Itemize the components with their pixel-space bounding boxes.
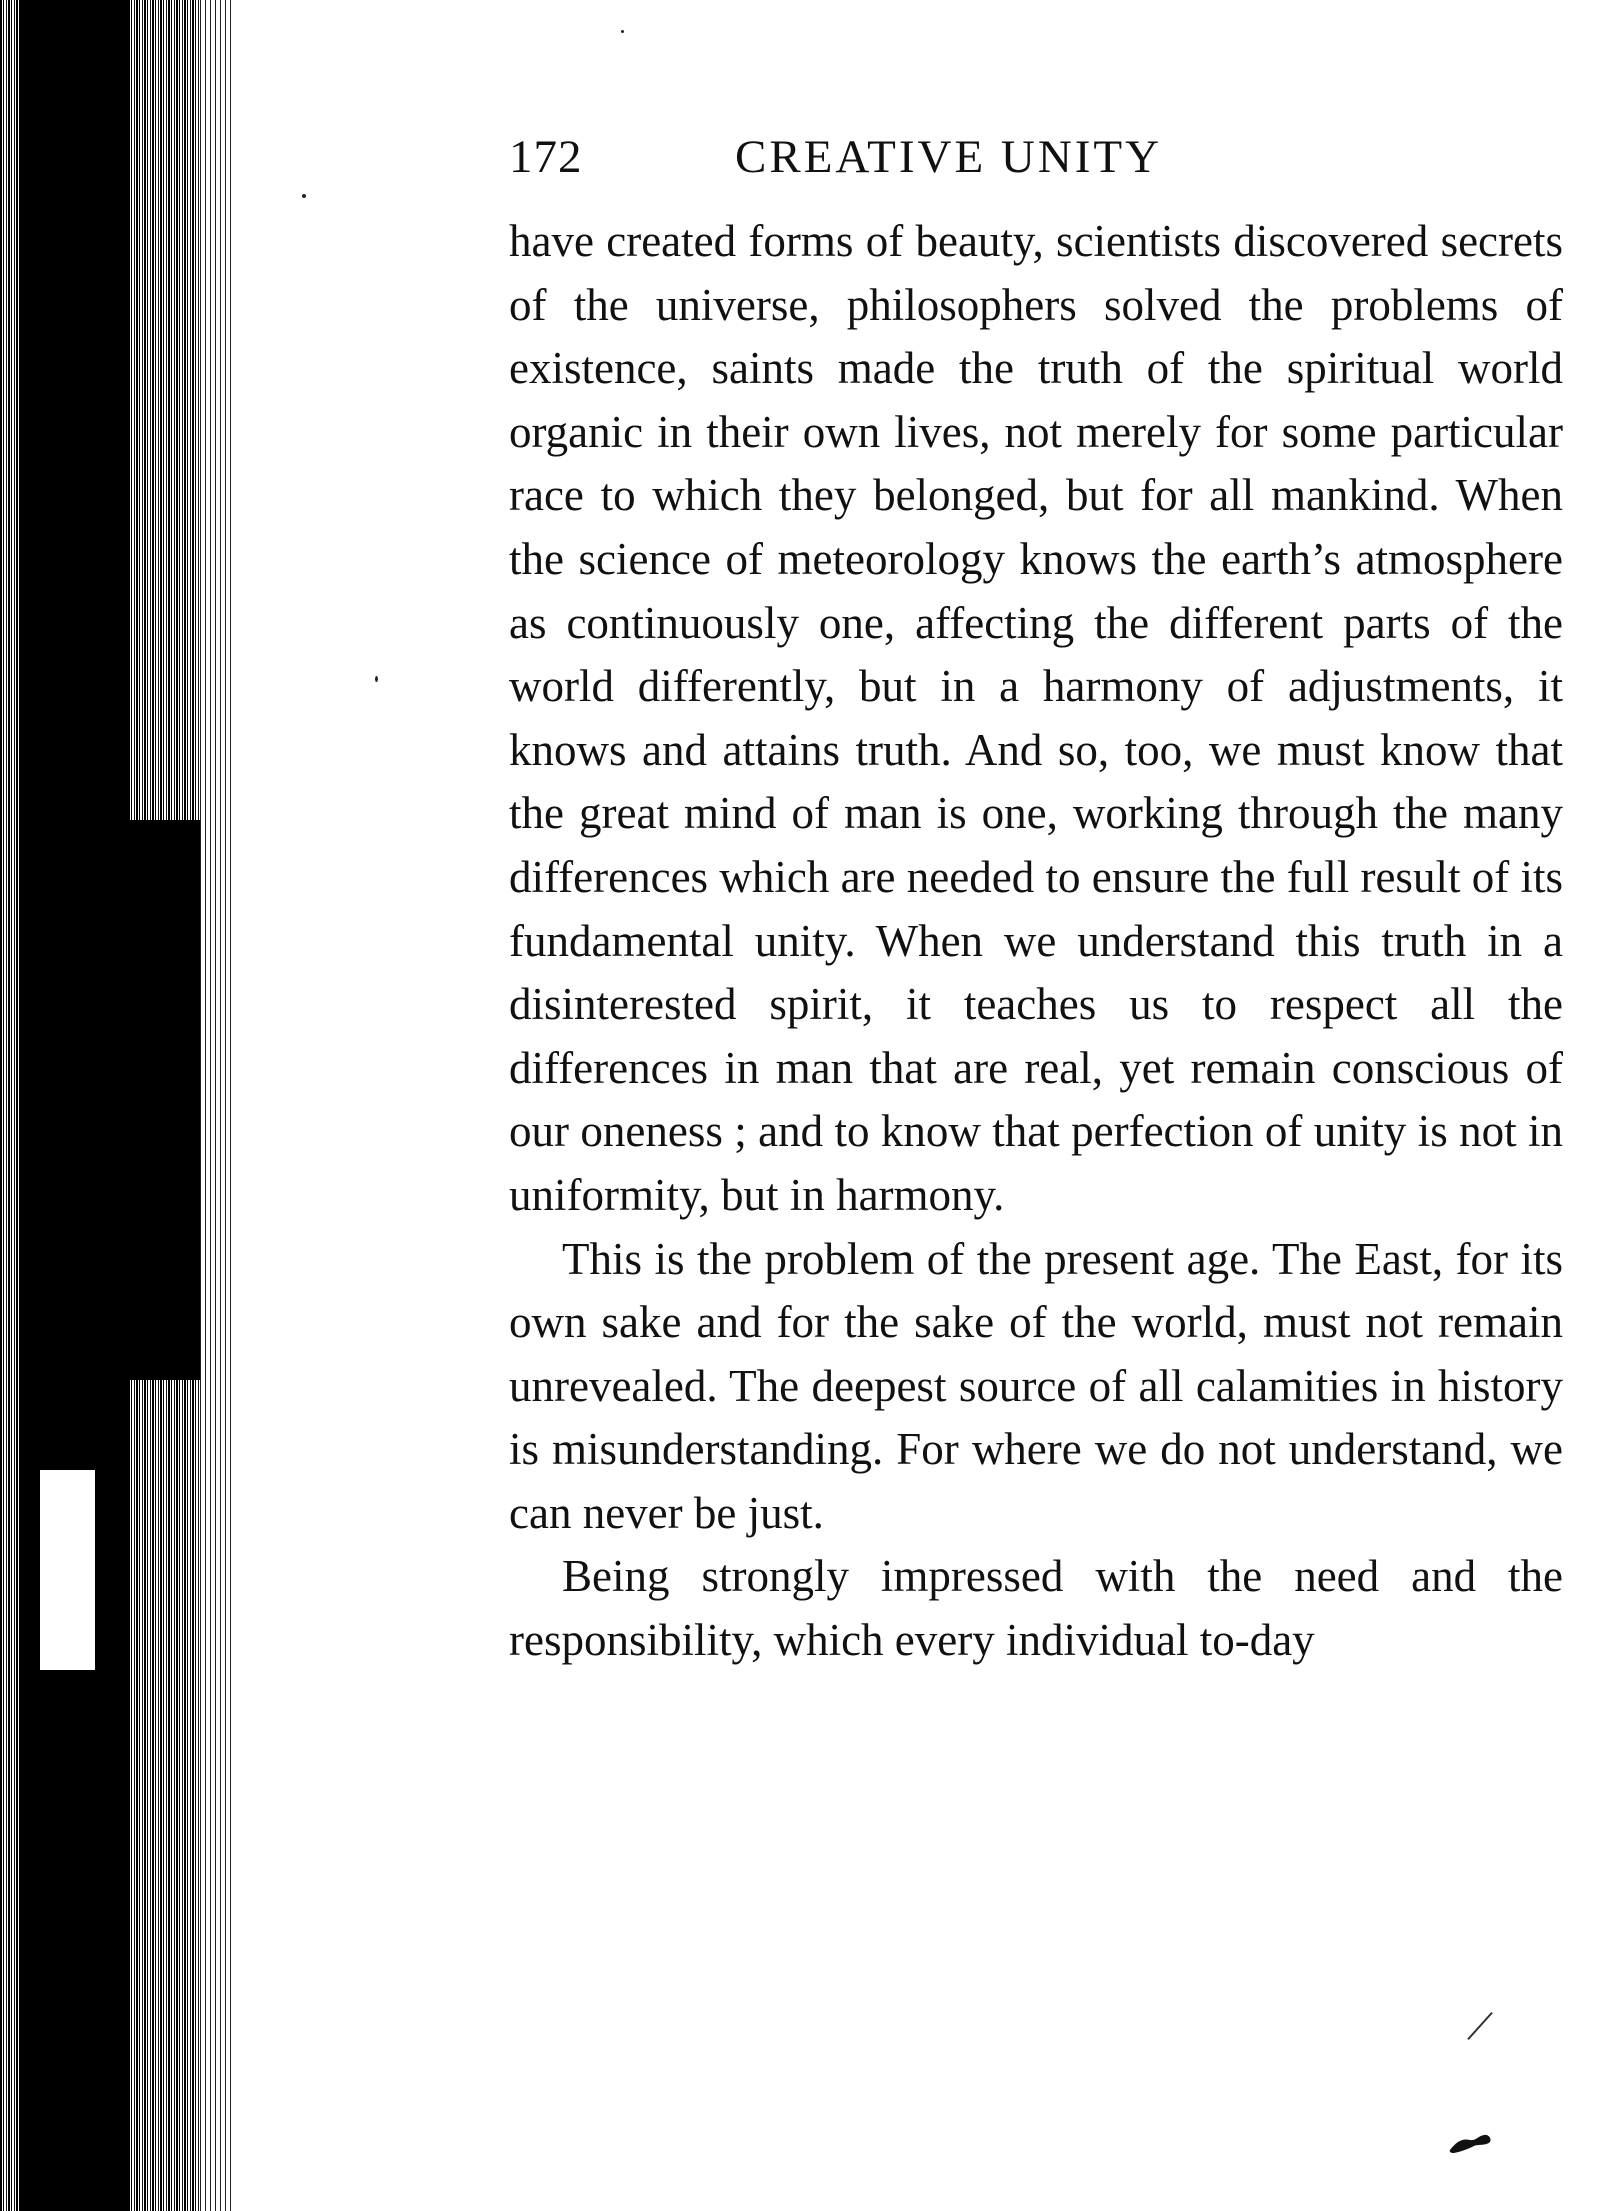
paragraph-continued: have created forms of beauty, scientists discovered secrets of the universe, philosophers solved the problems of existence, saints made the truth of the spiritual world organic in their own lives, not merely for some particular race to which they belonged, but for all mankind. When the science of meteorology knows the earth’s atmosphere as continuously one, affecting the different parts of the world differently, but in a harmony of adjustments, it knows and attains truth. And so, too, we must know that the great mind of man is one, working through the many differences which are needed to ensure the full result of its fundamental unity. When we understand this truth in a disinterested spirit, it teaches us to respect all the differences in man that are real, yet remain conscious of our oneness ; and to know that perfection of unity is not in uniformity, but in harmony. xyxy=(509,216,1563,1220)
binding-light-gap xyxy=(40,1470,95,1670)
paragraph-responsibility: Being strongly impressed with the need and the responsibility, which every individual to-day xyxy=(509,1551,1563,1666)
binding-shadow xyxy=(20,0,130,2211)
scan-speck xyxy=(375,676,378,682)
paragraph-present-age: This is the problem of the present age. The East, for its own sake and for the sake of the world, must not remain unrevealed. The deepest source of all calamities in history is misunderstanding. For where we do not understand, we can never be just. xyxy=(509,1233,1563,1538)
binding-fade-lines xyxy=(200,0,235,2211)
binding-dark-block xyxy=(120,820,200,1380)
running-head xyxy=(509,130,1563,196)
ink-blot xyxy=(1448,2132,1494,2154)
book-page xyxy=(509,130,1563,1673)
pencil-mark xyxy=(1467,2012,1493,2040)
running-title: CREATIVE UNITY xyxy=(735,131,1163,183)
scan-speck xyxy=(302,194,306,198)
scan-speck xyxy=(621,30,624,33)
page-number: 172 xyxy=(509,131,583,183)
